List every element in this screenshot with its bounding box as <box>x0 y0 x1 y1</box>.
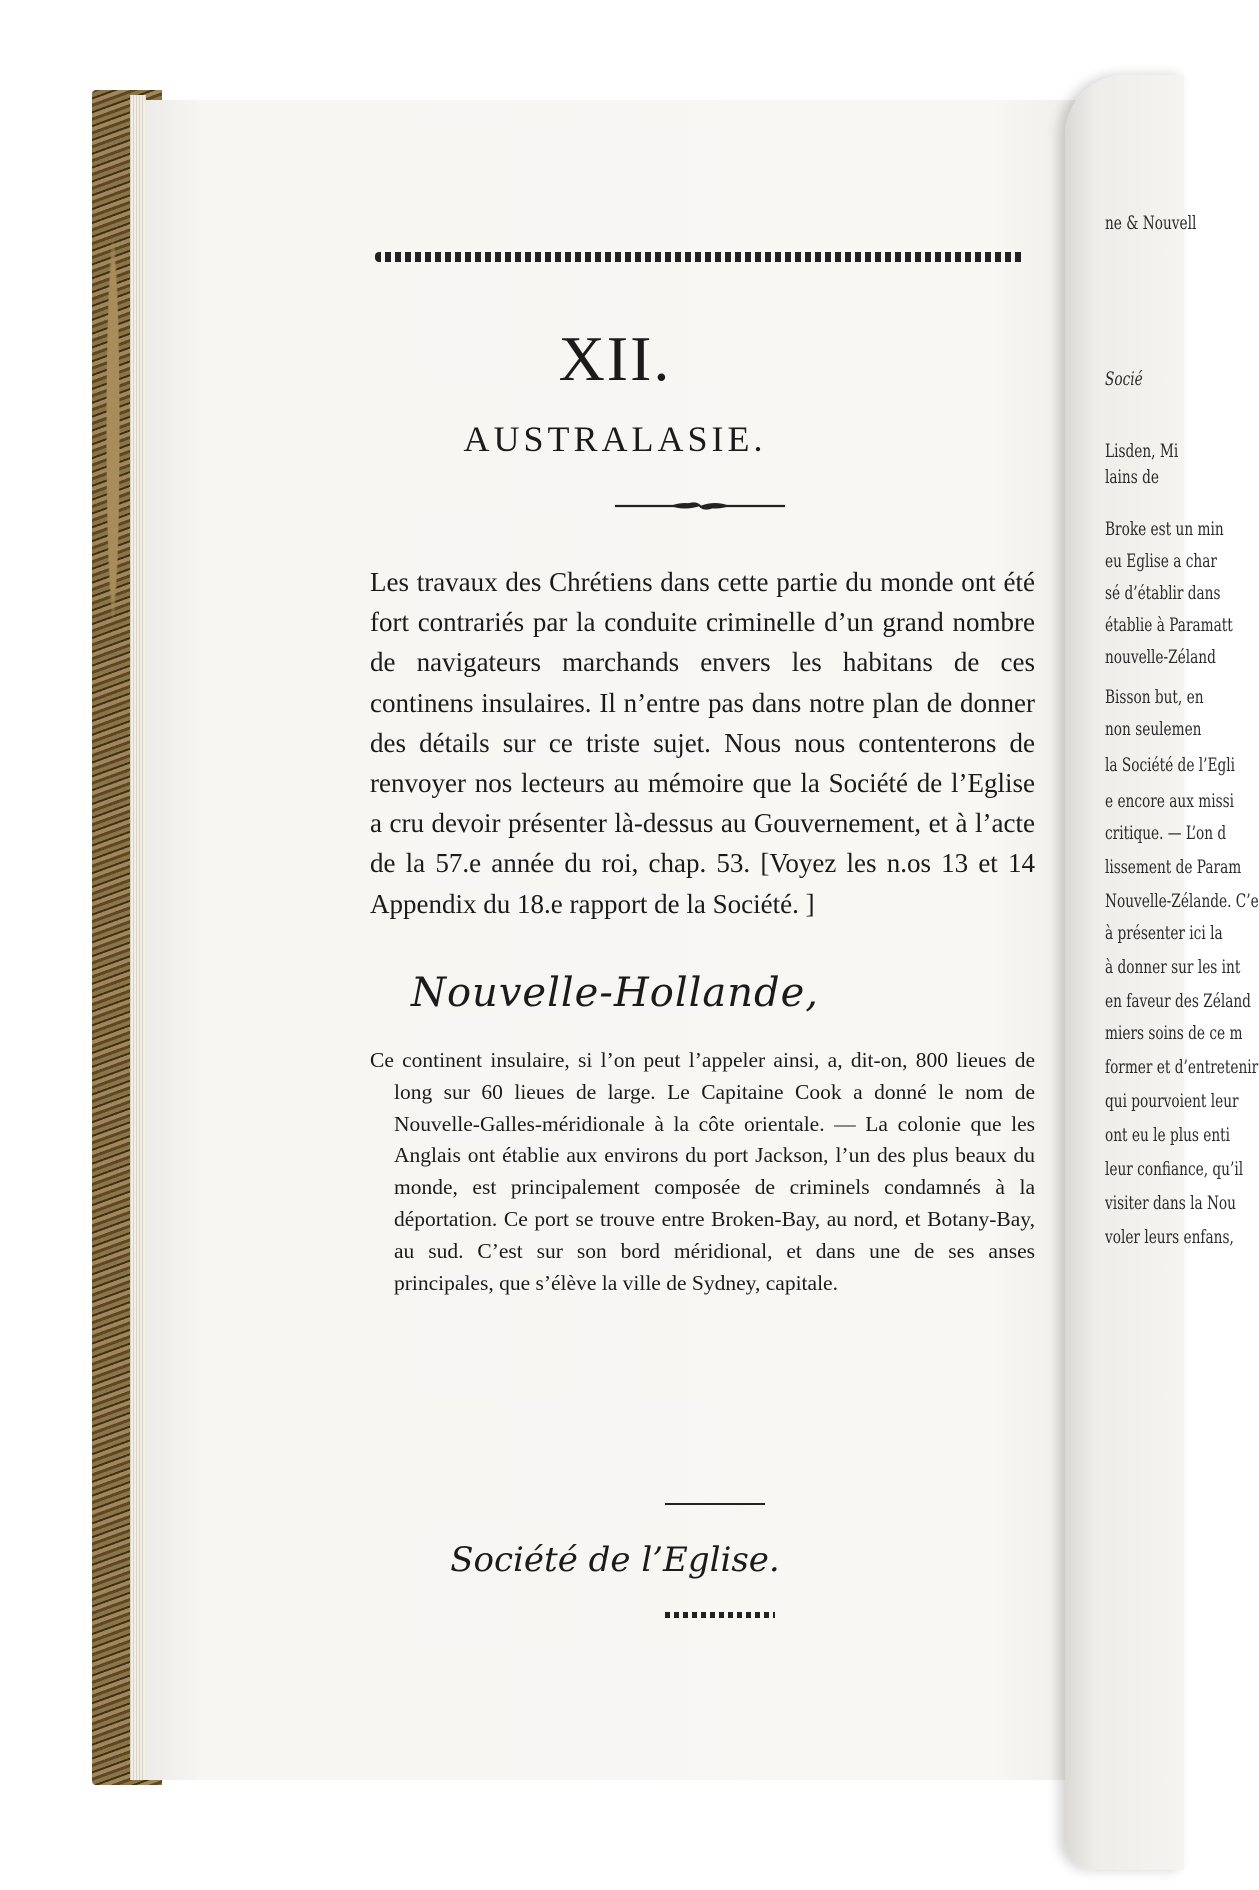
right-page-line: lissement de Param <box>1105 856 1242 878</box>
right-page-line: en faveur des Zéland <box>1105 990 1251 1012</box>
right-page-line: Bisson but, en <box>1105 686 1204 708</box>
intro-paragraph-text: Les travaux des Chrétiens dans cette partie du monde ont été fort contrariés par la conduite criminelle d’un grand nombre de navigateurs marchands envers les habitans de ces continens insulaires. Il n’entre pas dans notre plan de donner des détails sur ce triste sujet. Nous nous contenterons de renvoyer nos lecteurs au mémoire que la Société de l’Eglise a cru devoir présenter là-dessus au Gouvernement, et à l’acte de la 57.e année du roi, chap. 53. [Voyez les n.os 13 et 14 Appendix du 18.e rapport de la Société. ] <box>370 567 1035 919</box>
ornamental-rule <box>375 252 1025 262</box>
intro-paragraph <box>370 562 1035 924</box>
right-page-fragment <box>1065 75 1259 1870</box>
right-page-line: Socié <box>1105 368 1143 390</box>
right-page-line: e encore aux missi <box>1105 790 1235 812</box>
swash-ornament <box>615 500 785 512</box>
bottom-ornamental-rule <box>665 1612 775 1618</box>
right-page-line: sé d’établir dans <box>1105 582 1221 604</box>
right-page-line: ne & Nouvell <box>1105 212 1197 234</box>
right-page-line: miers soins de ce m <box>1105 1022 1243 1044</box>
right-page-line: qui pourvoient leur <box>1105 1090 1239 1112</box>
right-page-line: établie à Paramatt <box>1105 614 1233 636</box>
section-heading: Nouvelle-Hollande, <box>410 970 820 1016</box>
right-page-line: voler leurs enfans, <box>1105 1226 1234 1248</box>
right-page-line: à présenter ici la <box>1105 922 1223 944</box>
section-paragraph-text: Ce continent insulaire, si l’on peut l’appeler ainsi, a, dit-on, 800 lieues de long sur 60 lieues de large. Le Capitaine Cook a donné le nom de Nouvelle-Galles-méridionale à la côte orientale. — La colonie que les Anglais ont établie aux environs du port Jackson, l’un des plus beaux du monde, est principalement composée de criminels condamnés à la déportation. Ce port se trouve entre Broken-Bay, au nord, et Botany-Bay, au sud. C’est sur son bord méridional, et dans une de ses anses principales, que s’élève la ville de Sydney, capitale. <box>370 1048 1035 1295</box>
right-page-line: la Société de l’Egli <box>1105 754 1235 776</box>
short-rule <box>665 1503 765 1505</box>
right-page-line: à donner sur les int <box>1105 956 1241 978</box>
right-page-line: Lisden, Mi <box>1105 440 1179 462</box>
right-page-line: critique. — L’on d <box>1105 822 1227 844</box>
chapter-number: XII. <box>558 323 672 394</box>
page-edges <box>130 95 146 1780</box>
right-page-line: lains de <box>1105 466 1159 488</box>
right-page-line: nouvelle-Zéland <box>1105 646 1216 668</box>
right-page-line: non seulemen <box>1105 718 1202 740</box>
left-page <box>145 100 1085 1780</box>
right-page-line: ont eu le plus enti <box>1105 1124 1231 1146</box>
right-page-line: Nouvelle-Zélande. C’e <box>1105 890 1259 912</box>
section-paragraph <box>370 1045 1035 1299</box>
right-page-line: former et d’entretenir <box>1105 1056 1259 1078</box>
right-page-line: visiter dans la Nou <box>1105 1192 1236 1214</box>
right-page-line: leur confiance, qu’il <box>1105 1158 1244 1180</box>
society-heading: Société de l’Eglise. <box>450 1540 780 1580</box>
right-page-line: eu Eglise a char <box>1105 550 1217 572</box>
chapter-title: AUSTRALASIE. <box>463 419 767 459</box>
right-page-line: Broke est un min <box>1105 518 1224 540</box>
